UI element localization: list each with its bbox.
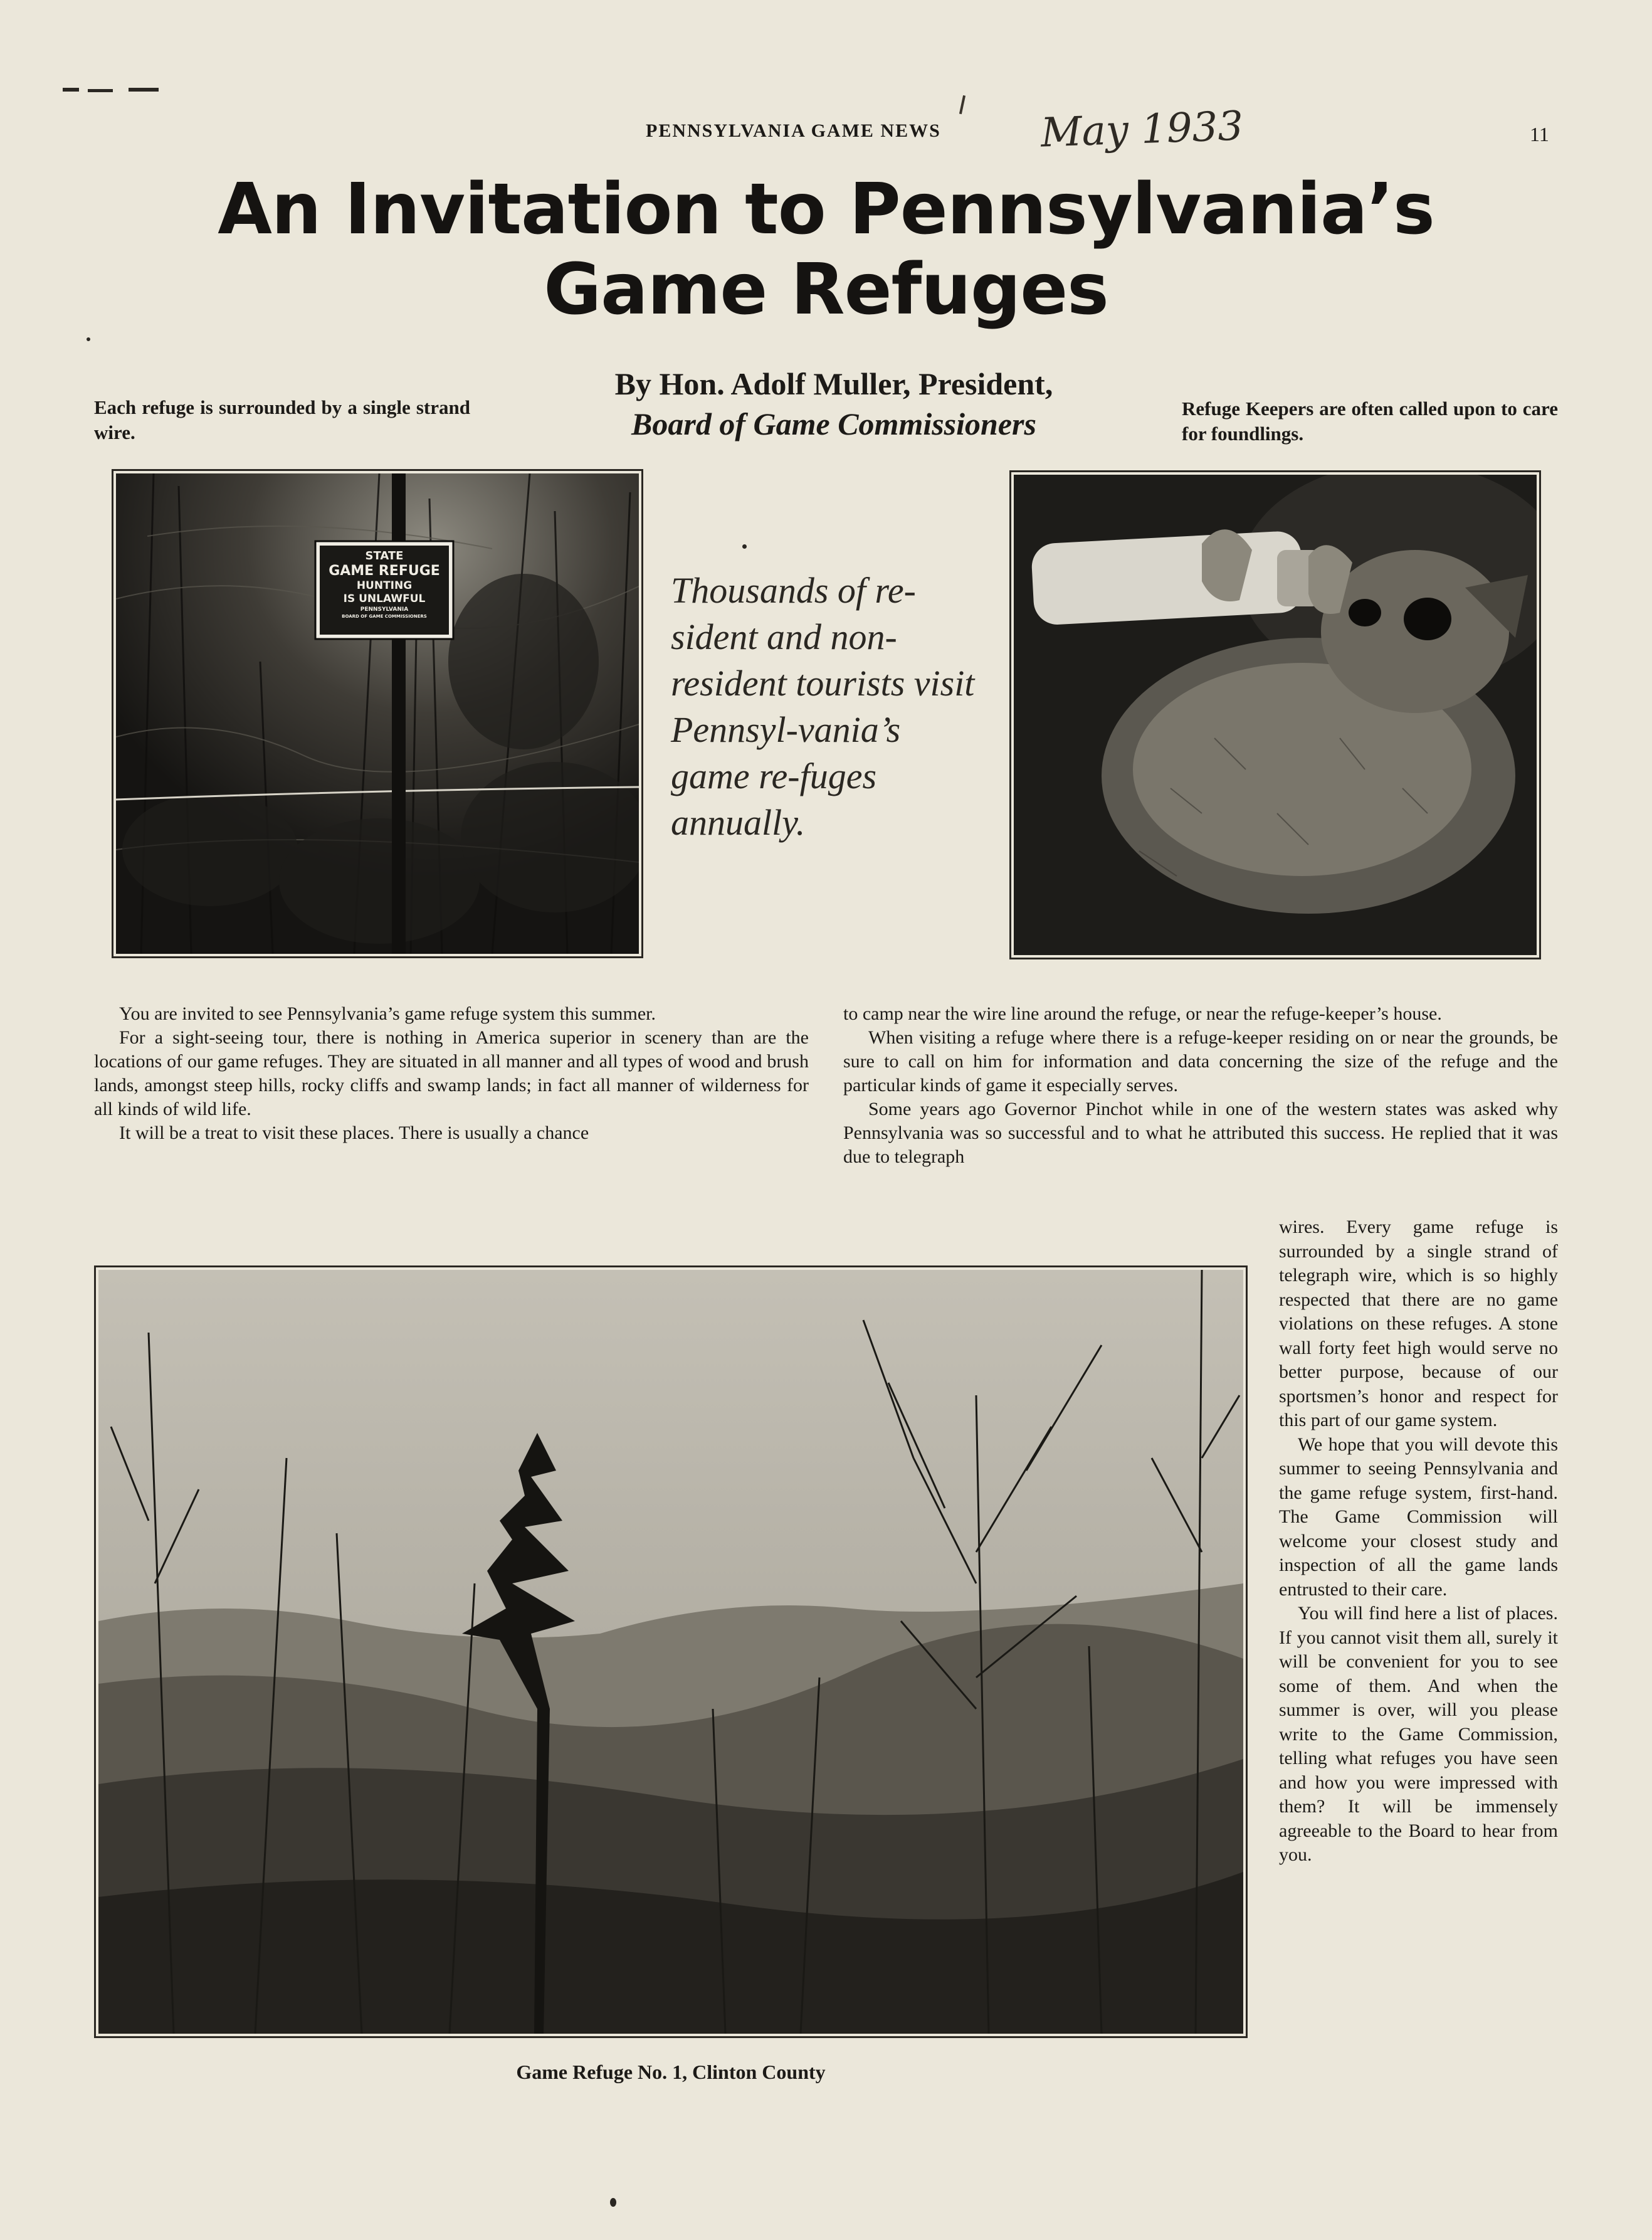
sign-line1: STATE <box>365 549 404 563</box>
byline-author: By Hon. Adolf Muller, President, <box>614 366 1053 401</box>
body-column-1 <box>94 1002 809 1145</box>
body-paragraph: For a sight-seeing tour, there is nothing in America superior in scenery than are the locations of our game refuges. They are situated in all manner and all types of wood and brush lands, amongst steep hills, rocky cliffs and swamp lands; in fact all manner of wilderness for all kinds of wild life. <box>94 1027 809 1119</box>
body-paragraph: wires. Every game refuge is surrounded by a single strand of telegraph wire, which is so highly respected that there are no game violations on these refuges. A stone wall forty feet high would serve no better purpose, because of our sportsmen’s honor and respect for this part of our game system. <box>1279 1217 1558 1430</box>
handwritten-date: May 1933 <box>1039 103 1244 157</box>
refuge-sign-photo <box>112 469 643 958</box>
body-paragraph: It will be a treat to visit these places. There is usually a chance <box>119 1123 589 1143</box>
sign-line4: IS UNLAWFUL <box>343 593 426 605</box>
ink-smudge <box>63 88 79 92</box>
refuge-sign <box>320 546 449 635</box>
sign-line3: HUNTING <box>356 579 413 592</box>
sign-line5: PENNSYLVANIA <box>360 606 409 613</box>
pen-mark <box>959 95 965 114</box>
body-column-2 <box>843 1002 1558 1169</box>
landscape-caption: Game Refuge No. 1, Clinton County <box>516 2061 826 2083</box>
left-photo-caption: Each refuge is surrounded by a single strand wire. <box>94 396 470 443</box>
body-paragraph: You will find here a list of places. If you cannot visit them all, surely it will be convenient for you to see some of them. And when the summer is over, will you please write to the Game Commission, telling what refuges you have seen and how you were impressed with them? It will be immensely agreeable to the Board to hear from you. <box>1279 1603 1558 1865</box>
article-title <box>94 169 1558 330</box>
body-column-3 <box>1279 1215 1558 1868</box>
landscape-image <box>98 1270 1243 2034</box>
byline-title: Board of Game Commissioners <box>631 406 1036 441</box>
body-paragraph: to camp near the wire line around the refuge, or near the refuge-keeper’s house. <box>843 1003 1442 1024</box>
article-title-line2: Game Refuges <box>544 249 1108 330</box>
stray-dot <box>87 337 90 341</box>
page-number: 11 <box>1530 123 1549 145</box>
raccoon-photo <box>1009 470 1541 959</box>
body-paragraph: We hope that you will devote this summer to seeing Pennsylvania and the game refuge system, first-hand. The Game Commission will welcome your closest study and inspection of all the game lands entrusted to their care. <box>1279 1434 1558 1600</box>
body-paragraph: Some years ago Governor Pinchot while in one of the western states was asked why Pennsylvania was so successful and to what he attributed this success. He replied that it was due to telegraph <box>843 1099 1558 1167</box>
publication-header: PENNSYLVANIA GAME NEWS <box>646 120 941 141</box>
byline <box>476 364 1191 444</box>
sign-line6: BOARD OF GAME COMMISSIONERS <box>342 614 427 619</box>
stray-dot <box>742 544 747 549</box>
raccoon-image <box>1014 475 1537 955</box>
stray-dot <box>610 2198 616 2207</box>
landscape-photo <box>94 1265 1248 2038</box>
article-title-line1: An Invitation to Pennsylvania’s <box>218 169 1434 250</box>
ink-smudge <box>129 88 159 92</box>
sign-line2: GAME REFUGE <box>329 563 440 579</box>
body-paragraph: When visiting a refuge where there is a refuge-keeper residing on or near the grounds, be sure to call on him for information and data concerning the size of the refuge and the particular kinds of game it especially serves. <box>843 1027 1558 1096</box>
pull-quote: Thousands of re-sident and non-resident tourists visit Pennsyl-vania’s game re-fuges annually. <box>671 570 975 843</box>
ink-smudge <box>88 89 113 92</box>
right-photo-caption: Refuge Keepers are often called upon to care for foundlings. <box>1182 398 1558 445</box>
body-paragraph: You are invited to see Pennsylvania’s game refuge system this summer. <box>119 1003 656 1024</box>
refuge-sign-image <box>116 473 639 954</box>
